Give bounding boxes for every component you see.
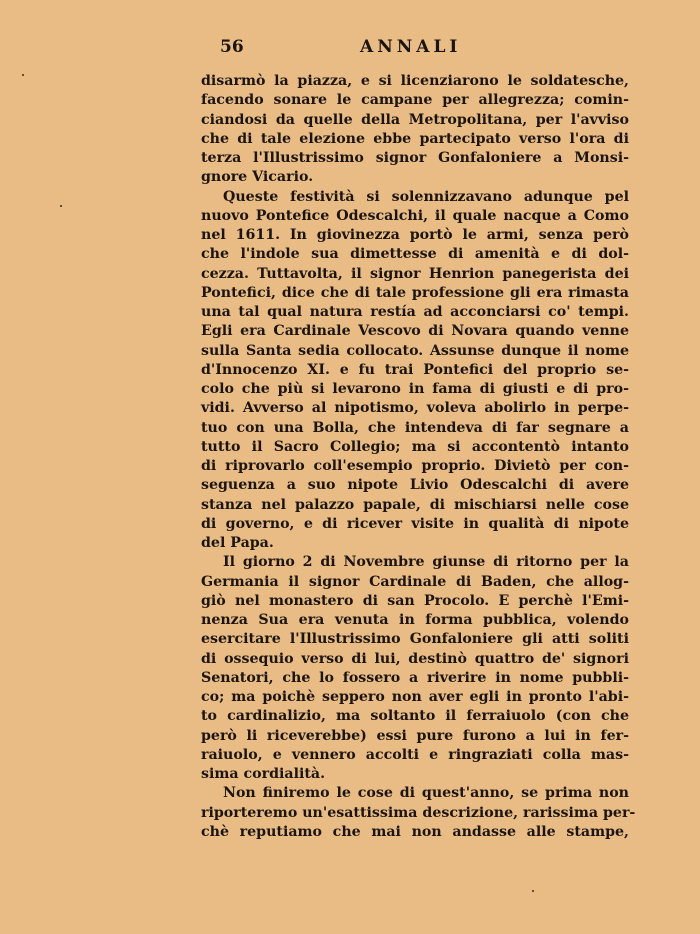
text-line: nuovo Pontefice Odescalchi, il quale nacque a Como [201, 207, 629, 224]
text-line: chè reputiamo che mai non andasse alle stampe, [201, 823, 629, 840]
text-line: del Papa. [201, 535, 274, 551]
text-line: co; ma poichè seppero non aver egli in pronto l'abi- [201, 689, 629, 705]
text-line: sulla Santa sedia collocato. Assunse dunque il nome [201, 342, 629, 359]
text-line: nenza Sua era venuta in forma pubblica, volendo [201, 612, 629, 628]
page-header [0, 37, 700, 61]
text-line: raiuolo, e vennero accolti e ringraziati colla mas- [201, 746, 629, 763]
page-number: 56 [220, 37, 244, 57]
text-line: d'Innocenzo XI. e fu trai Pontefici del proprio se- [201, 361, 629, 378]
text-line: che l'indole sua dimettesse di amenità e di dol- [201, 246, 629, 263]
text-line: seguenza a suo nipote Livio Odescalchi di avere [201, 477, 629, 494]
text-line: riporteremo un'esattissima descrizione, rarissima per- [201, 804, 636, 821]
text-line: gnore Vicario. [201, 169, 314, 186]
text-line: Senatori, che lo fossero a riverire in nome pubbli- [201, 669, 629, 686]
text-line: Il giorno 2 di Novembre giunse di ritorno per la [223, 554, 629, 571]
paper-speck [22, 74, 24, 76]
text-line: colo che più si levarono in fama di giusti e di pro- [201, 381, 629, 397]
text-line: di governo, e di ricever visite in qualità di nipote [201, 515, 629, 532]
text-line: nel 1611. In giovinezza portò le armi, senza però [201, 227, 629, 243]
paper-speck [60, 205, 62, 207]
text-line: cezza. Tuttavolta, il signor Henrion panegerista dei [201, 265, 629, 282]
text-line: sima cordialità. [201, 766, 326, 782]
text-line: facendo sonare le campane per allegrezza; comin- [201, 92, 629, 109]
text-line: ciandosi da quelle della Metropolitana, per l'avviso [201, 111, 629, 128]
text-line: Germania il signor Cardinale di Baden, che allog- [201, 573, 629, 590]
text-line: to cardinalizio, ma soltanto il ferraiuolo (con che [201, 708, 629, 725]
text-line: tuo con una Bolla, che intendeva di far segnare a [201, 419, 629, 436]
running-title: ANNALI [360, 37, 462, 57]
text-line: stanza nel palazzo papale, di mischiarsi nelle cose [201, 496, 629, 513]
text-line: una tal qual natura restía ad acconciarsi co' tempi. [201, 304, 629, 320]
text-line: giò nel monastero di san Procolo. E perchè l'Emi- [201, 592, 629, 609]
text-line: Non finiremo le cose di quest'anno, se prima non [223, 785, 629, 802]
text-line: tutto il Sacro Collegio; ma si accontentò intanto [201, 438, 629, 455]
text-line: vidi. Avverso al nipotismo, voleva abolirlo in perpe- [201, 400, 629, 417]
text-line: Queste festività si solennizzavano adunque pel [223, 188, 629, 205]
text-line: che di tale elezione ebbe partecipato verso l'ora di [201, 130, 629, 147]
text-line: Egli era Cardinale Vescovo di Novara quando venne [201, 323, 629, 340]
text-line: di riprovarlo coll'esempio proprio. Divietò per con- [201, 458, 629, 474]
text-line: esercitare l'Illustrissimo Gonfaloniere gli atti soliti [201, 631, 629, 648]
text-line: disarmò la piazza, e si licenziarono le soldatesche, [201, 73, 629, 89]
text-line: terza l'Illustrissimo signor Gonfaloniere a Monsi- [201, 150, 629, 166]
text-line: Pontefici, dice che di tale professione gli era rimasta [201, 284, 629, 301]
paper-speck [532, 890, 534, 892]
text-line: di ossequio verso di lui, destinò quattro de' signori [201, 650, 629, 667]
text-line: però li riceverebbe) essi pure furono a lui in fer- [201, 727, 629, 744]
text-body [201, 72, 636, 842]
